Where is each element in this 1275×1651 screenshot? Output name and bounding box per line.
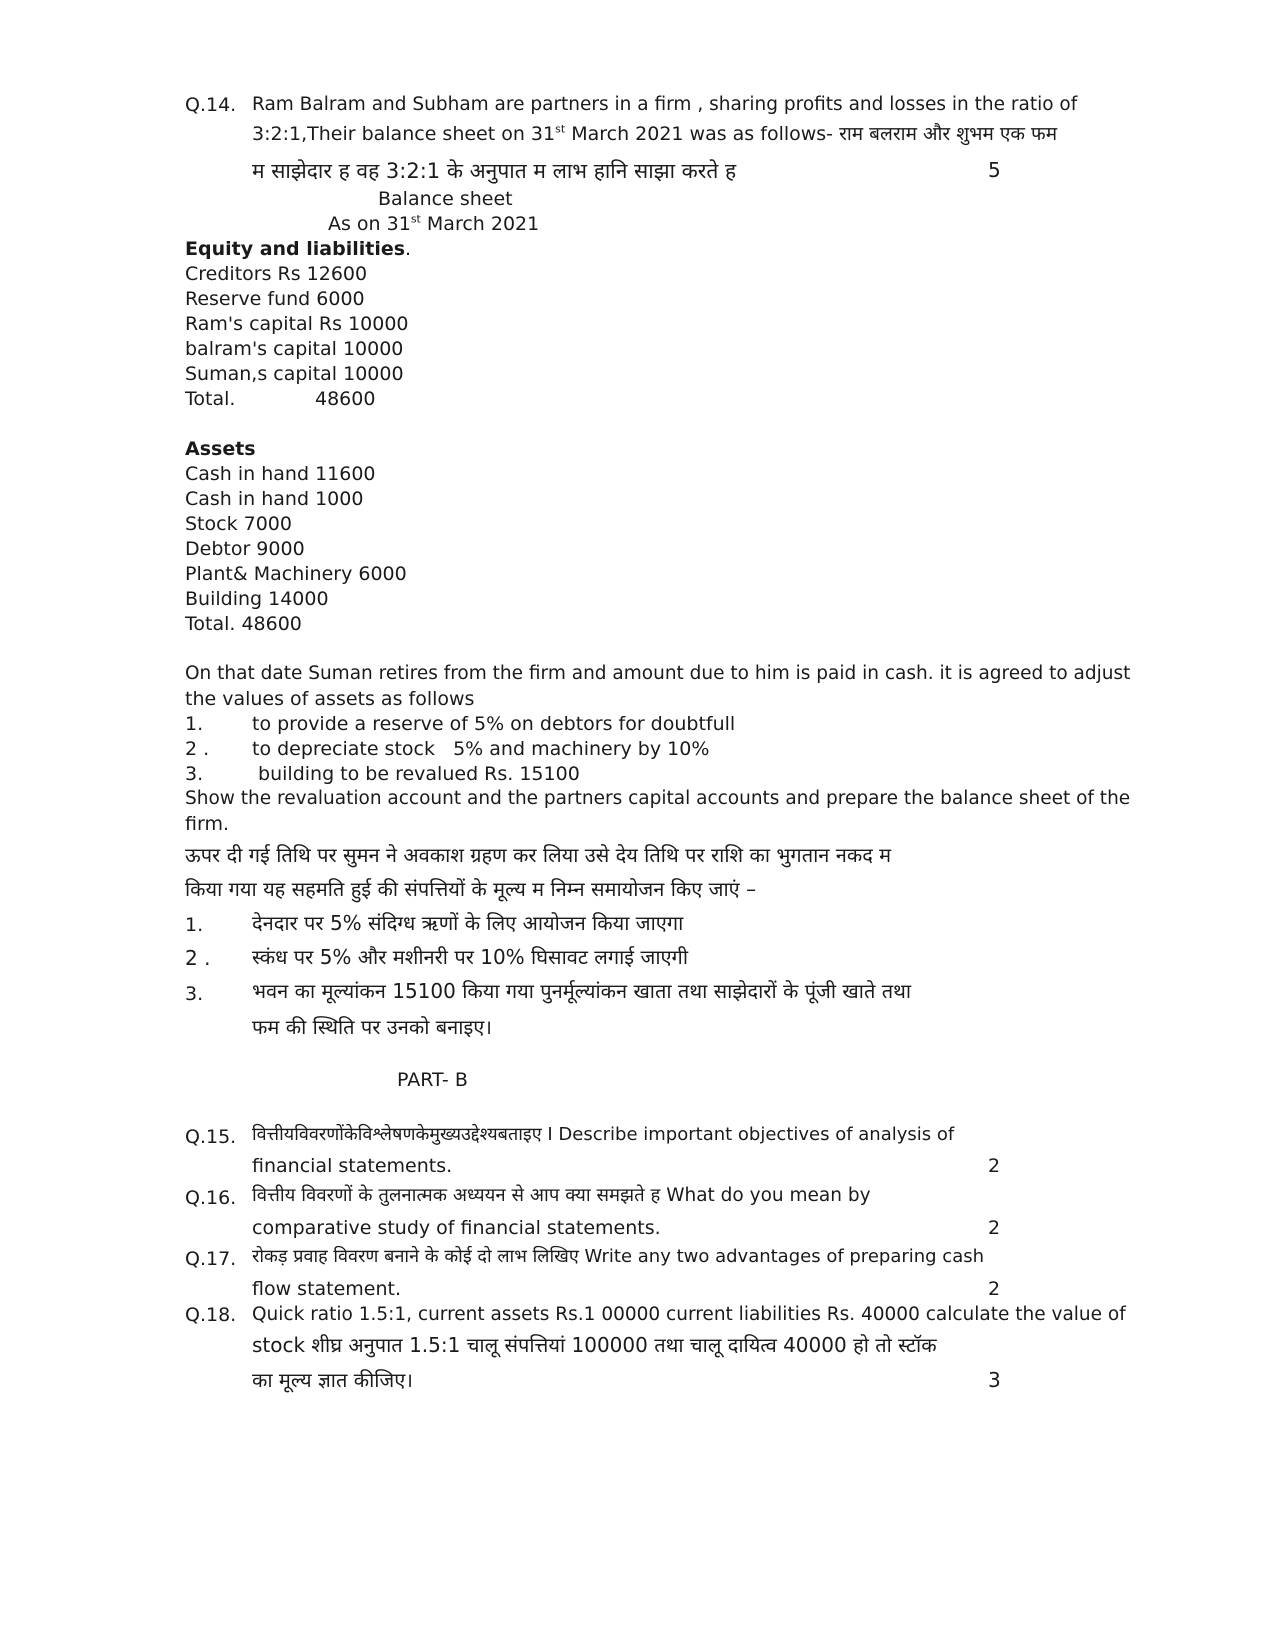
asset-item: Building 14000 (185, 588, 329, 610)
q14-marks: 5 (988, 158, 1001, 182)
adjust-hi-item-text: स्कंध पर 5% और मशीनरी पर 10% घिसावट लगाई जाएगी (252, 945, 688, 969)
q16-line1: वित्तीय विवरणों के तुलनात्मक अध्ययन से आप क्या समझते ह What do you mean by (252, 1185, 871, 1206)
part-b-heading: PART- B (397, 1069, 468, 1091)
adjust-en-item-num: 1. (185, 713, 204, 735)
q15-number: Q.15. (185, 1126, 237, 1148)
q14-line2: 3:2:1,Their balance sheet on 31st March 2021 was as follows- राम बलराम और शुभम एक फम (252, 122, 1058, 145)
liability-item: Suman,s capital 10000 (185, 363, 404, 385)
q16-number: Q.16. (185, 1187, 237, 1209)
liability-item: Reserve fund 6000 (185, 288, 365, 310)
q18-line3: का मूल्य ज्ञात कीजिए। (252, 1368, 413, 1392)
adjust-en-item-num: 2 . (185, 738, 210, 760)
assets-heading: Assets (185, 438, 256, 460)
q18-number: Q.18. (185, 1304, 237, 1326)
balance-sheet-date: As on 31st March 2021 (328, 212, 540, 235)
asset-item: Debtor 9000 (185, 538, 305, 560)
adjust-en-show1: Show the revaluation account and the partners capital accounts and prepare the balance sheet of the (185, 788, 1131, 809)
liability-item: balram's capital 10000 (185, 338, 404, 360)
adjust-en-item-text: building to be revalued Rs. 15100 (252, 763, 580, 785)
adjust-en-show2: firm. (185, 813, 229, 835)
q17-number: Q.17. (185, 1248, 237, 1270)
q14-line3-hindi: म साझेदार ह वह 3:2:1 के अनुपात म लाभ हानि साझा करते ह (252, 159, 737, 183)
q17-marks: 2 (988, 1278, 1001, 1300)
asset-item: Cash in hand 1000 (185, 488, 364, 510)
adjust-en-item-text: to provide a reserve of 5% on debtors for doubtfull (252, 713, 736, 735)
adjust-en-para1: On that date Suman retires from the firm and amount due to him is paid in cash. it is agreed to adjust (185, 663, 1131, 684)
adjust-hi-item-num: 2 . (185, 946, 211, 970)
q15-line2: financial statements. (252, 1155, 453, 1177)
balance-sheet-title: Balance sheet (378, 188, 513, 210)
q17-line2: flow statement. (252, 1278, 402, 1300)
adjust-hi-item-text: भवन का मूल्यांकन 15100 किया गया पुनर्मूल्यांकन खाता तथा साझेदारों के पूंजी खाते तथा (252, 979, 912, 1003)
adjust-hi-para2: किया गया यह सहमति हुई की संपत्तियों के मूल्य म निम्न समायोजन किए जाएं – (185, 877, 757, 901)
q16-marks: 2 (988, 1217, 1001, 1239)
liability-item: Ram's capital Rs 10000 (185, 313, 409, 335)
adjust-hi-item-num: 1. (185, 914, 204, 936)
q15-line1: वित्तीयविवरणोंकेविश्लेषणकेमुख्यउद्देश्यबताइए I Describe important objectives of analysis of (252, 1124, 955, 1145)
q18-marks: 3 (988, 1368, 1001, 1392)
q14-number: Q.14. (185, 94, 237, 116)
adjust-hi-item-num: 3. (185, 983, 204, 1005)
q18-line2: stock शीघ्र अनुपात 1.5:1 चालू संपत्तियां 100000 तथा चालू दायित्व 40000 हो तो स्टॉक (252, 1333, 937, 1357)
q16-line2: comparative study of financial statements. (252, 1217, 661, 1239)
adjust-hi-para1: ऊपर दी गई तिथि पर सुमन ने अवकाश ग्रहण कर लिया उसे देय तिथि पर राशि का भुगतान नकद म (185, 843, 892, 867)
q17-line1: रोकड़ प्रवाह विवरण बनाने के कोई दो लाभ लिखिए Write any two advantages of preparing cash (252, 1246, 985, 1267)
asset-item: Stock 7000 (185, 513, 292, 535)
q18-line1: Quick ratio 1.5:1, current assets Rs.1 00000 current liabilities Rs. 40000 calculate the value of (252, 1304, 1126, 1325)
adjust-en-item-text: to depreciate stock 5% and machinery by 10% (252, 738, 710, 760)
liabilities-total-value: 48600 (315, 388, 376, 410)
adjust-en-para2: the values of assets as follows (185, 688, 475, 710)
liability-item: Creditors Rs 12600 (185, 263, 368, 285)
assets-total: Total. 48600 (185, 613, 302, 635)
adjust-hi-item-text: देनदार पर 5% संदिग्ध ऋणों के लिए आयोजन किया जाएगा (252, 911, 684, 935)
q14-line1: Ram Balram and Subham are partners in a firm , sharing profits and losses in the ratio of (252, 94, 1078, 115)
asset-item: Cash in hand 11600 (185, 463, 376, 485)
asset-item: Plant& Machinery 6000 (185, 563, 407, 585)
liabilities-total-label: Total. (185, 388, 236, 410)
adjust-hi-item3-cont: फम की स्थिति पर उनको बनाइए। (252, 1015, 492, 1039)
q15-marks: 2 (988, 1155, 1001, 1177)
liabilities-heading: Equity and liabilities. (185, 238, 412, 260)
adjust-en-item-num: 3. (185, 763, 204, 785)
